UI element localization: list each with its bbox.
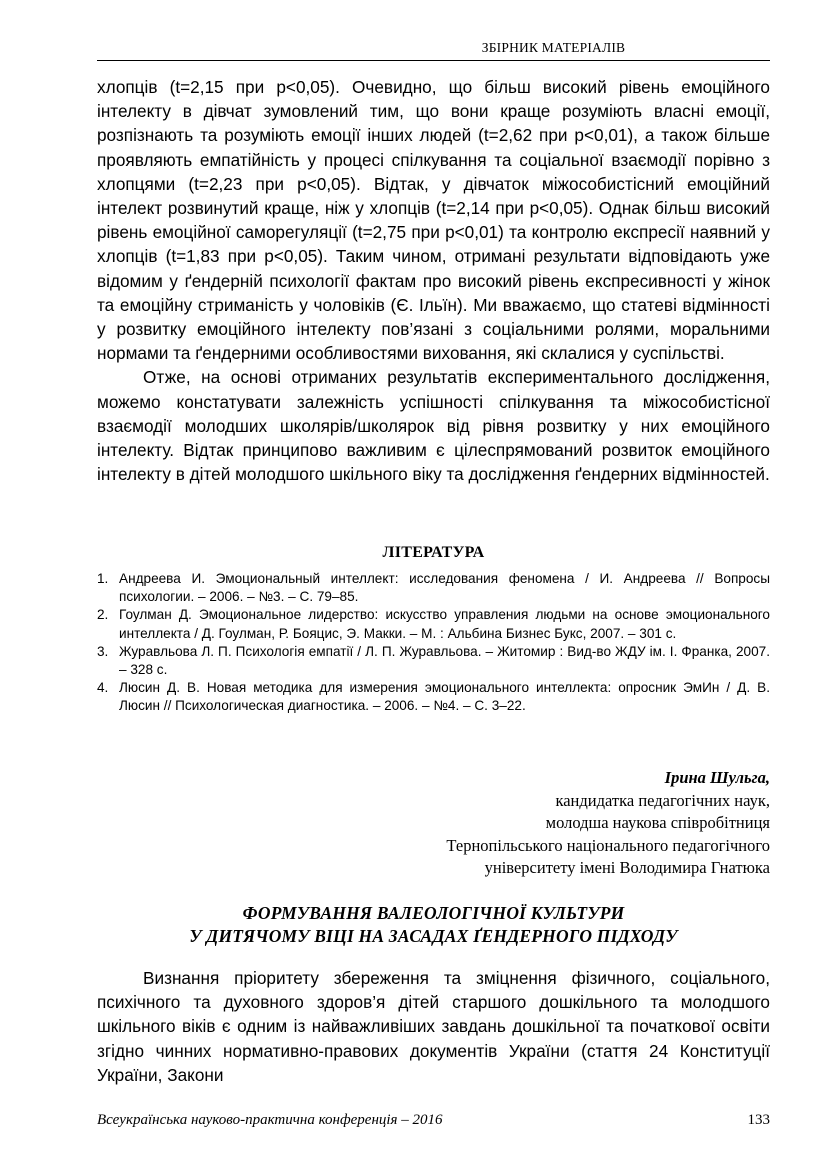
reference-number: 4. bbox=[97, 680, 109, 696]
paragraph-conclusion: Отже, на основі отриманих результатів експериментального дослідження, можемо констатувати залежність успішності спілкування та міжособистісної взаємодії молодших школярів/школярок від рівня розвитку у них емоційного інтелекту. Відтак принципово важливим є цілеспрямований розвиток емоційного інтелекту в дітей молодшого шкільного віку та дослідження ґендерних відмінностей. bbox=[97, 367, 770, 485]
author-affiliation-line2: університету імені Володимира Гнатюка bbox=[484, 858, 770, 878]
reference-text: Люсин Д. В. Новая методика для измерения эмоционального интеллекта: опросник ЭмИн / Д. В. Люсин // Психологическая диагностика. – 2006. – №4. – С. 3–22. bbox=[119, 680, 770, 714]
header-rule bbox=[97, 60, 770, 61]
author-degree: кандидатка педагогічних наук, bbox=[555, 790, 770, 810]
reference-text: Гоулман Д. Эмоциональное лидерство: искусство управления людьми на основе эмоционального интеллекта / Д. Гоулман, Р. Бояцис, Э. Макки. – М. : Альбина Бизнес Букс, 2007. – 301 с. bbox=[119, 607, 770, 641]
reference-item bbox=[97, 679, 770, 715]
author-position: молодша наукова співробітниця bbox=[545, 813, 770, 833]
article-intro-paragraph: Визнання пріоритету збереження та зміцнення фізичного, соціального, психічного та духовного здоров’я дітей старшого дошкільного та молодшого шкільного віків є одним із найважливіших завдань дошкільної та початкової освіти згідно чинних нормативно-правових документів України (стаття 24 Конституції України, Закони bbox=[97, 968, 770, 1085]
paragraph-continued: хлопців (t=2,15 при p<0,05). Очевидно, що більш високий рівень емоційного інтелекту в дівчат зумовлений тим, що вони краще розуміють власні емоції, розпізнають та розуміють емоції інших людей (t=2,62 при p<0,01), а також більше проявляють емпатійність у процесі спілкування та соціальної взаємодії порівно з хлопцями (t=2,23 при p<0,05). Відтак, у дівчаток міжособистісний емоційний інтелект розвинутий краще, ніж у хлопців (t=2,14 при p<0,05). Однак більш високий рівень емоційної саморегуляції (t=2,75 при p<0,01) та контролю експресії наявний у хлопців (t=1,83 при p<0,05). Таким чином, отримані результати відповідають уже відомим у ґендерній психології фактам про високий рівень експресивності у жінок та емоційну стриманість у чоловіків (Є. Ільїн). Ми вважаємо, що статеві відмінності у розвитку емоційного інтелекту пов’язані з соціальними ролями, моральними нормами та ґендерними особливостями виховання, які склалися у суспільстві. bbox=[97, 77, 770, 364]
article-body bbox=[97, 966, 770, 1087]
reference-item bbox=[97, 570, 770, 606]
article-title-line2: У ДИТЯЧОМУ ВІЦІ НА ЗАСАДАХ ҐЕНДЕРНОГО ПІДХОДУ bbox=[189, 925, 678, 946]
references-list bbox=[97, 570, 770, 716]
article-title bbox=[97, 902, 770, 947]
conference-name: Всеукраїнська науково-практична конференція – 2016 bbox=[97, 1112, 443, 1128]
reference-text: Журавльова Л. П. Психологія емпатії / Л. П. Журавльова. – Житомир : Вид-во ЖДУ ім. І. Франка, 2007. – 328 с. bbox=[119, 643, 770, 678]
page-number: 133 bbox=[747, 1112, 770, 1128]
references-title: ЛІТЕРАТУРА bbox=[382, 544, 485, 561]
article-title-line1: ФОРМУВАННЯ ВАЛЕОЛОГІЧНОЇ КУЛЬТУРИ bbox=[242, 903, 625, 923]
reference-item bbox=[97, 643, 770, 679]
author-affiliation-line1: Тернопільського національного педагогічного bbox=[446, 835, 770, 855]
reference-number: 2. bbox=[97, 607, 109, 623]
author-block bbox=[270, 767, 770, 880]
reference-text: Андреева И. Эмоциональный интеллект: исследования феномена / И. Андреева // Вопросы психологии. – 2006. – №3. – С. 79–85. bbox=[119, 571, 770, 605]
running-head-title: ЗБІРНИК МАТЕРІАЛІВ bbox=[481, 40, 626, 55]
running-head bbox=[97, 40, 770, 56]
reference-number: 3. bbox=[97, 643, 109, 659]
reference-item bbox=[97, 606, 770, 642]
reference-number: 1. bbox=[97, 571, 109, 586]
continuation-text bbox=[97, 75, 770, 486]
author-name: Ірина Шульга, bbox=[664, 768, 770, 787]
